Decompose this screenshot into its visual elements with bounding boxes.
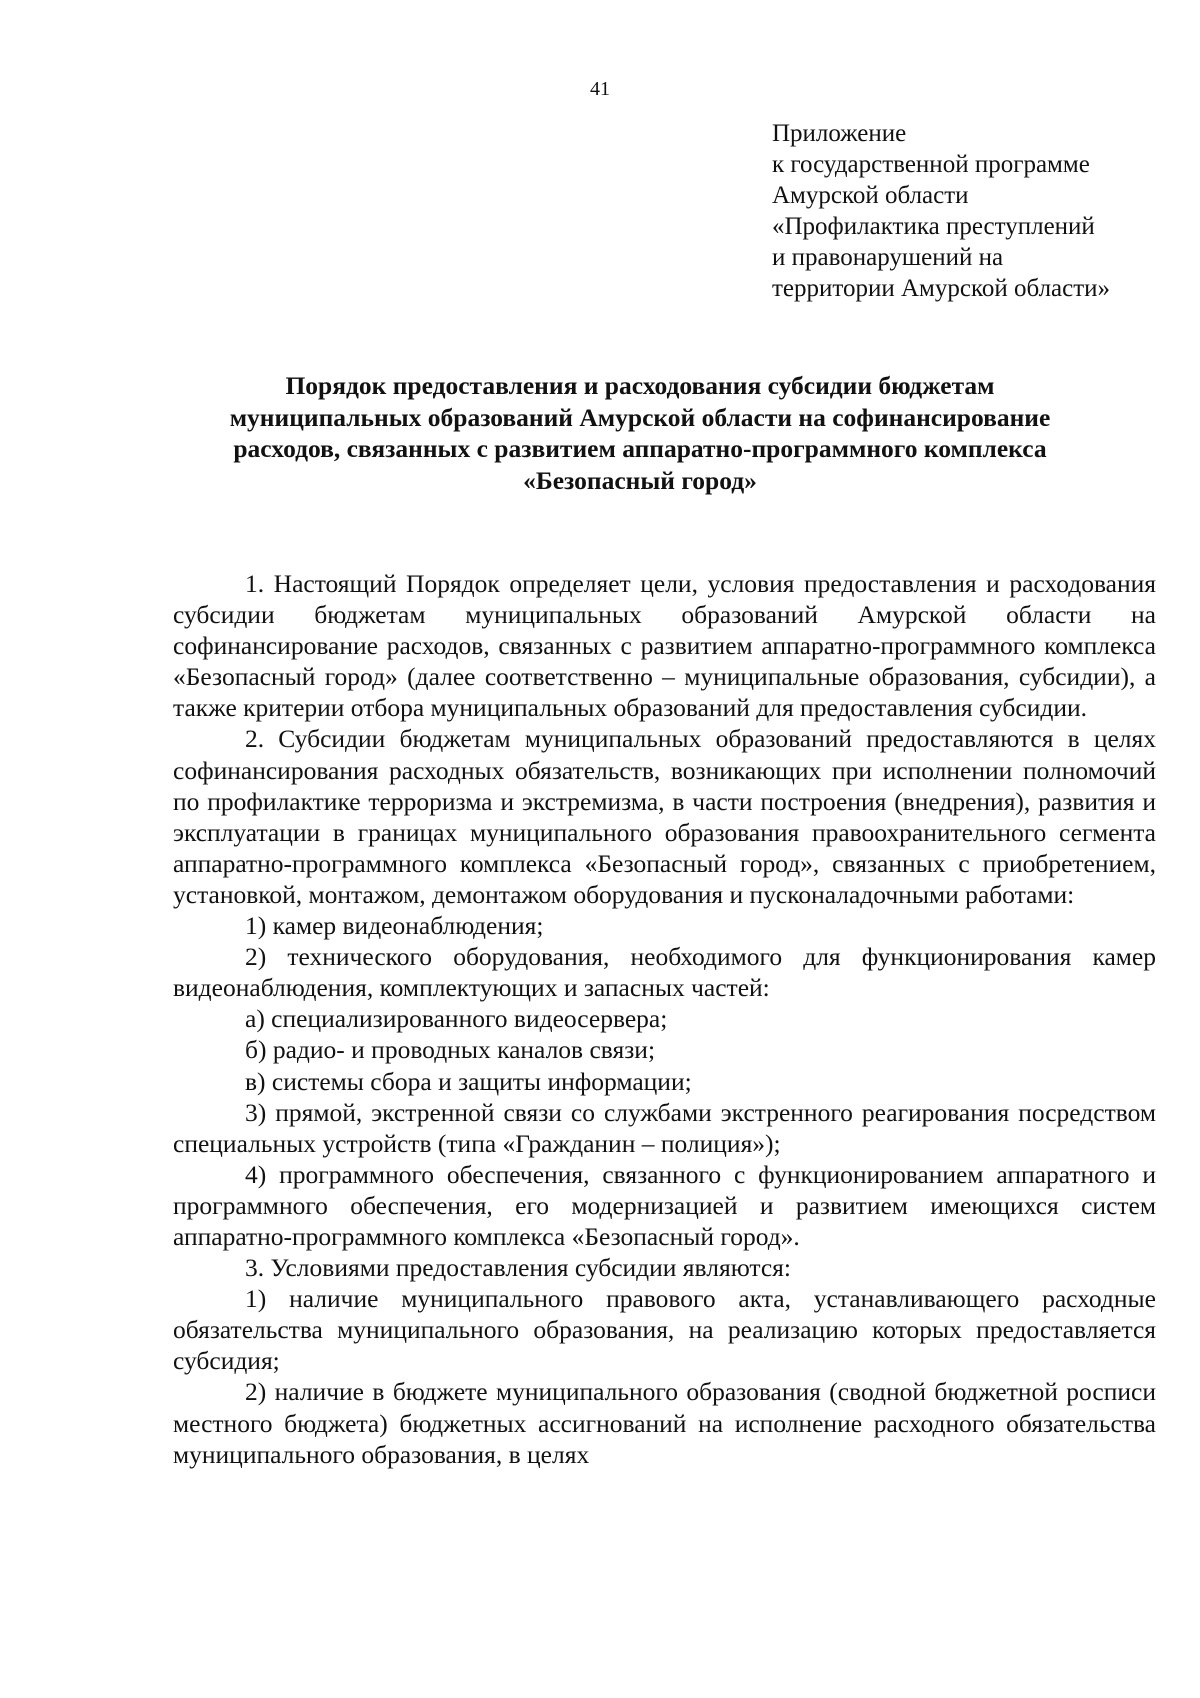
appendix-line: Амурской области: [772, 182, 969, 209]
appendix-line: к государственной программе: [772, 151, 1090, 178]
title-line: расходов, связанных с развитием аппаратно-программного комплекса: [233, 434, 1047, 463]
title-line: «Безопасный город»: [523, 465, 757, 495]
appendix-line: территории Амурской области»: [772, 275, 1111, 302]
list-item-cameras: 1) камер видеонаблюдения;: [245, 911, 544, 941]
list-item-equipment: 2) технического оборудования, необходимого для функционирования камер видеонаблюдения, комплектующих и запасных частей:: [173, 942, 1156, 1003]
paragraph-2: 2. Субсидии бюджетам муниципальных образований предоставляются в целях софинансирования расходных обязательств, возникающих при исполнении полномочий по профилактике терроризма и экстремизма, в части построения (внедрения), развития и эксплуатации в границах муниципального образования правоохранительного сегмента аппаратно-программного комплекса «Безопасный город», связанных с приобретением, установкой, монтажом, демонтажом оборудования и пусконаладочными работами:: [173, 724, 1156, 909]
condition-2: 2) наличие в бюджете муниципального образования (сводной бюджетной росписи местного бюджета) бюджетных ассигнований на исполнение расходного обязательства муниципального образования, в целях: [173, 1377, 1156, 1469]
appendix-header: [772, 118, 1172, 304]
appendix-line: «Профилактика преступлений: [772, 213, 1095, 240]
title-line: муниципальных образований Амурской области на софинансирование: [229, 402, 1051, 432]
appendix-line: Приложение: [772, 120, 907, 147]
appendix-line: и правонарушений на: [772, 244, 1004, 271]
document-body: [173, 568, 1156, 1470]
list-item-software: 4) программного обеспечения, связанного с функционированием аппаратного и программного обеспечения, его модернизацией и развитием имеющихся систем аппаратно-программного комплекса «Безопасный город».: [173, 1159, 1156, 1251]
condition-1: 1) наличие муниципального правового акта, устанавливающего расходные обязательства муниципального образования, на реализацию которых предоставляется субсидия;: [173, 1284, 1156, 1376]
paragraph-3: 3. Условиями предоставления субсидии являются:: [245, 1253, 791, 1283]
paragraph-1: 1. Настоящий Порядок определяет цели, условия предоставления и расходования субсидии бюджетам муниципальных образований Амурской области на софинансирование расходов, связанных с развитием аппаратно-программного комплекса «Безопасный город» (далее соответственно – муниципальные образования, субсидии), а также критерии отбора муниципальных образований для предоставления субсидии.: [173, 569, 1156, 723]
sub-item-c: в) системы сбора и защиты информации;: [245, 1066, 692, 1096]
page-number: 41: [590, 78, 610, 100]
sub-item-b: б) радио- и проводных каналов связи;: [245, 1035, 656, 1065]
sub-item-a: а) специализированного видеосервера;: [245, 1004, 668, 1034]
list-item-emergency-link: 3) прямой, экстренной связи со службами экстренного реагирования посредством специальных устройств (типа «Гражданин – полиция»);: [173, 1097, 1156, 1158]
title-line: Порядок предоставления и расходования субсидии бюджетам: [285, 371, 995, 400]
document-title: [180, 370, 1100, 496]
